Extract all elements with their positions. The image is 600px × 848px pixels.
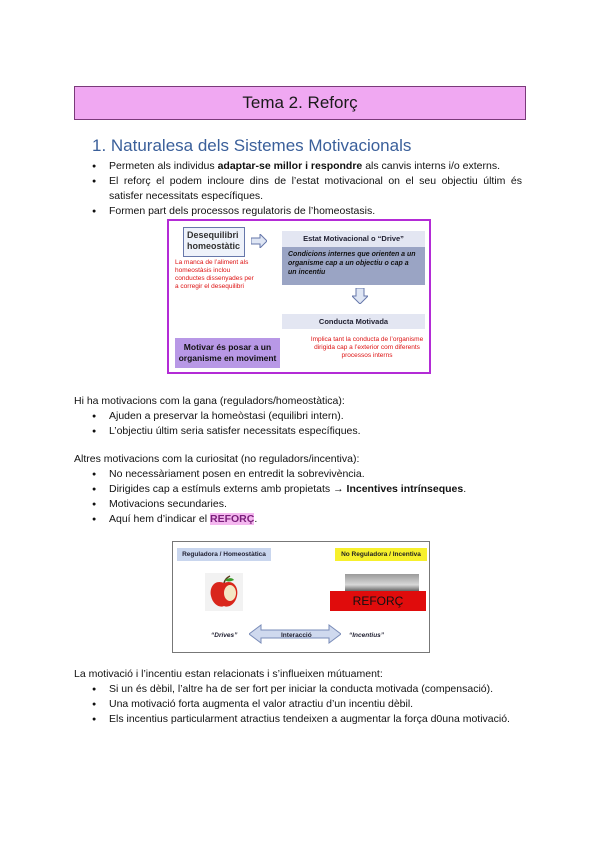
list-item: ● Aquí hem d’indicar el REFORÇ. xyxy=(92,512,522,527)
red-note-left: La manca de l’aliment als homeostàsis inclou conductes dissenyades per a corregir el desequilibri xyxy=(175,259,254,290)
list-item: ● Formen part dels processos regulatoris de l’homeostasis. xyxy=(92,204,522,219)
conducta-box: Conducta Motivada xyxy=(282,314,425,329)
intro-list xyxy=(92,159,522,219)
list-item: ● El reforç el podem incloure dins de l’estat motivacional on el seu objectiu últim és satisfer necessitats específiques. xyxy=(92,174,522,204)
red-note-right: Implica tant la conducta de l’organisme dirigida cap a l’exterior com diferents processos interns xyxy=(310,336,424,359)
list-item: ● Motivacions secundaries. xyxy=(92,497,522,512)
right-arrow-icon xyxy=(251,234,267,248)
relacio-list xyxy=(92,682,522,727)
motivation-diagram xyxy=(167,219,431,374)
list-item: ● L’objectiu últim seria satisfer necessitats específiques. xyxy=(92,424,522,439)
landscape-image xyxy=(345,574,419,592)
relacio-intro: La motivació i l’incentiu estan relacionats i s’influeixen mútuament: xyxy=(74,668,383,680)
reforc-diagram xyxy=(172,541,430,653)
reforc-highlight: REFORÇ xyxy=(209,513,255,525)
page-title: Tema 2. Reforç xyxy=(242,93,358,112)
interaccio-label: Interacció xyxy=(281,632,312,639)
desequilibri-box: Desequilibri homeostàtic xyxy=(183,227,245,257)
down-arrow-icon xyxy=(352,288,368,304)
section-heading: 1. Naturalesa dels Sistemes Motivacionals xyxy=(92,136,412,155)
incentius-label: “Incentius” xyxy=(349,632,385,639)
list-item: ● Els incentius particularment atractius tendeixen a augmentar la força d0una motivació. xyxy=(92,712,522,727)
curiositat-intro: Altres motivacions com la curiositat (no reguladors/incentiva): xyxy=(74,453,360,465)
list-item: ● Si un és dèbil, l’altre ha de ser fort per iniciar la conducta motivada (compensació). xyxy=(92,682,522,697)
list-item: ● No necessàriament posen en entredit la sobrevivència. xyxy=(92,467,522,482)
reforc-box: REFORÇ xyxy=(330,591,426,611)
list-item: ● Una motivació forta augmenta el valor atractiu d’un incentiu dèbil. xyxy=(92,697,522,712)
apple-icon xyxy=(205,573,243,611)
motivar-box: Motivar és posar a un organisme en moviment xyxy=(175,338,280,368)
list-item: ● Dirigides cap a estímuls externs amb propietats → Incentives intrínseques. xyxy=(92,482,522,497)
estat-header: Estat Motivacional o “Drive” xyxy=(282,231,425,247)
list-item: ● Permeten als individus adaptar-se millor i respondre als canvis interns i/o externs. xyxy=(92,159,522,174)
title-box xyxy=(74,86,526,120)
gana-intro: Hi ha motivacions com la gana (reguladors/homeostàtica): xyxy=(74,395,345,407)
drives-label: “Drives” xyxy=(211,632,238,639)
curiositat-list xyxy=(92,467,522,527)
list-item: ● Ajuden a preservar la homeòstasi (equilibri intern). xyxy=(92,409,522,424)
estat-body: Condicions internes que orienten a un organisme cap a un objectiu o cap a un incentiu xyxy=(282,247,425,285)
gana-list xyxy=(92,409,522,439)
reguladora-label: Reguladora / Homeostàtica xyxy=(177,548,271,561)
no-reguladora-label: No Reguladora / Incentiva xyxy=(335,548,427,561)
